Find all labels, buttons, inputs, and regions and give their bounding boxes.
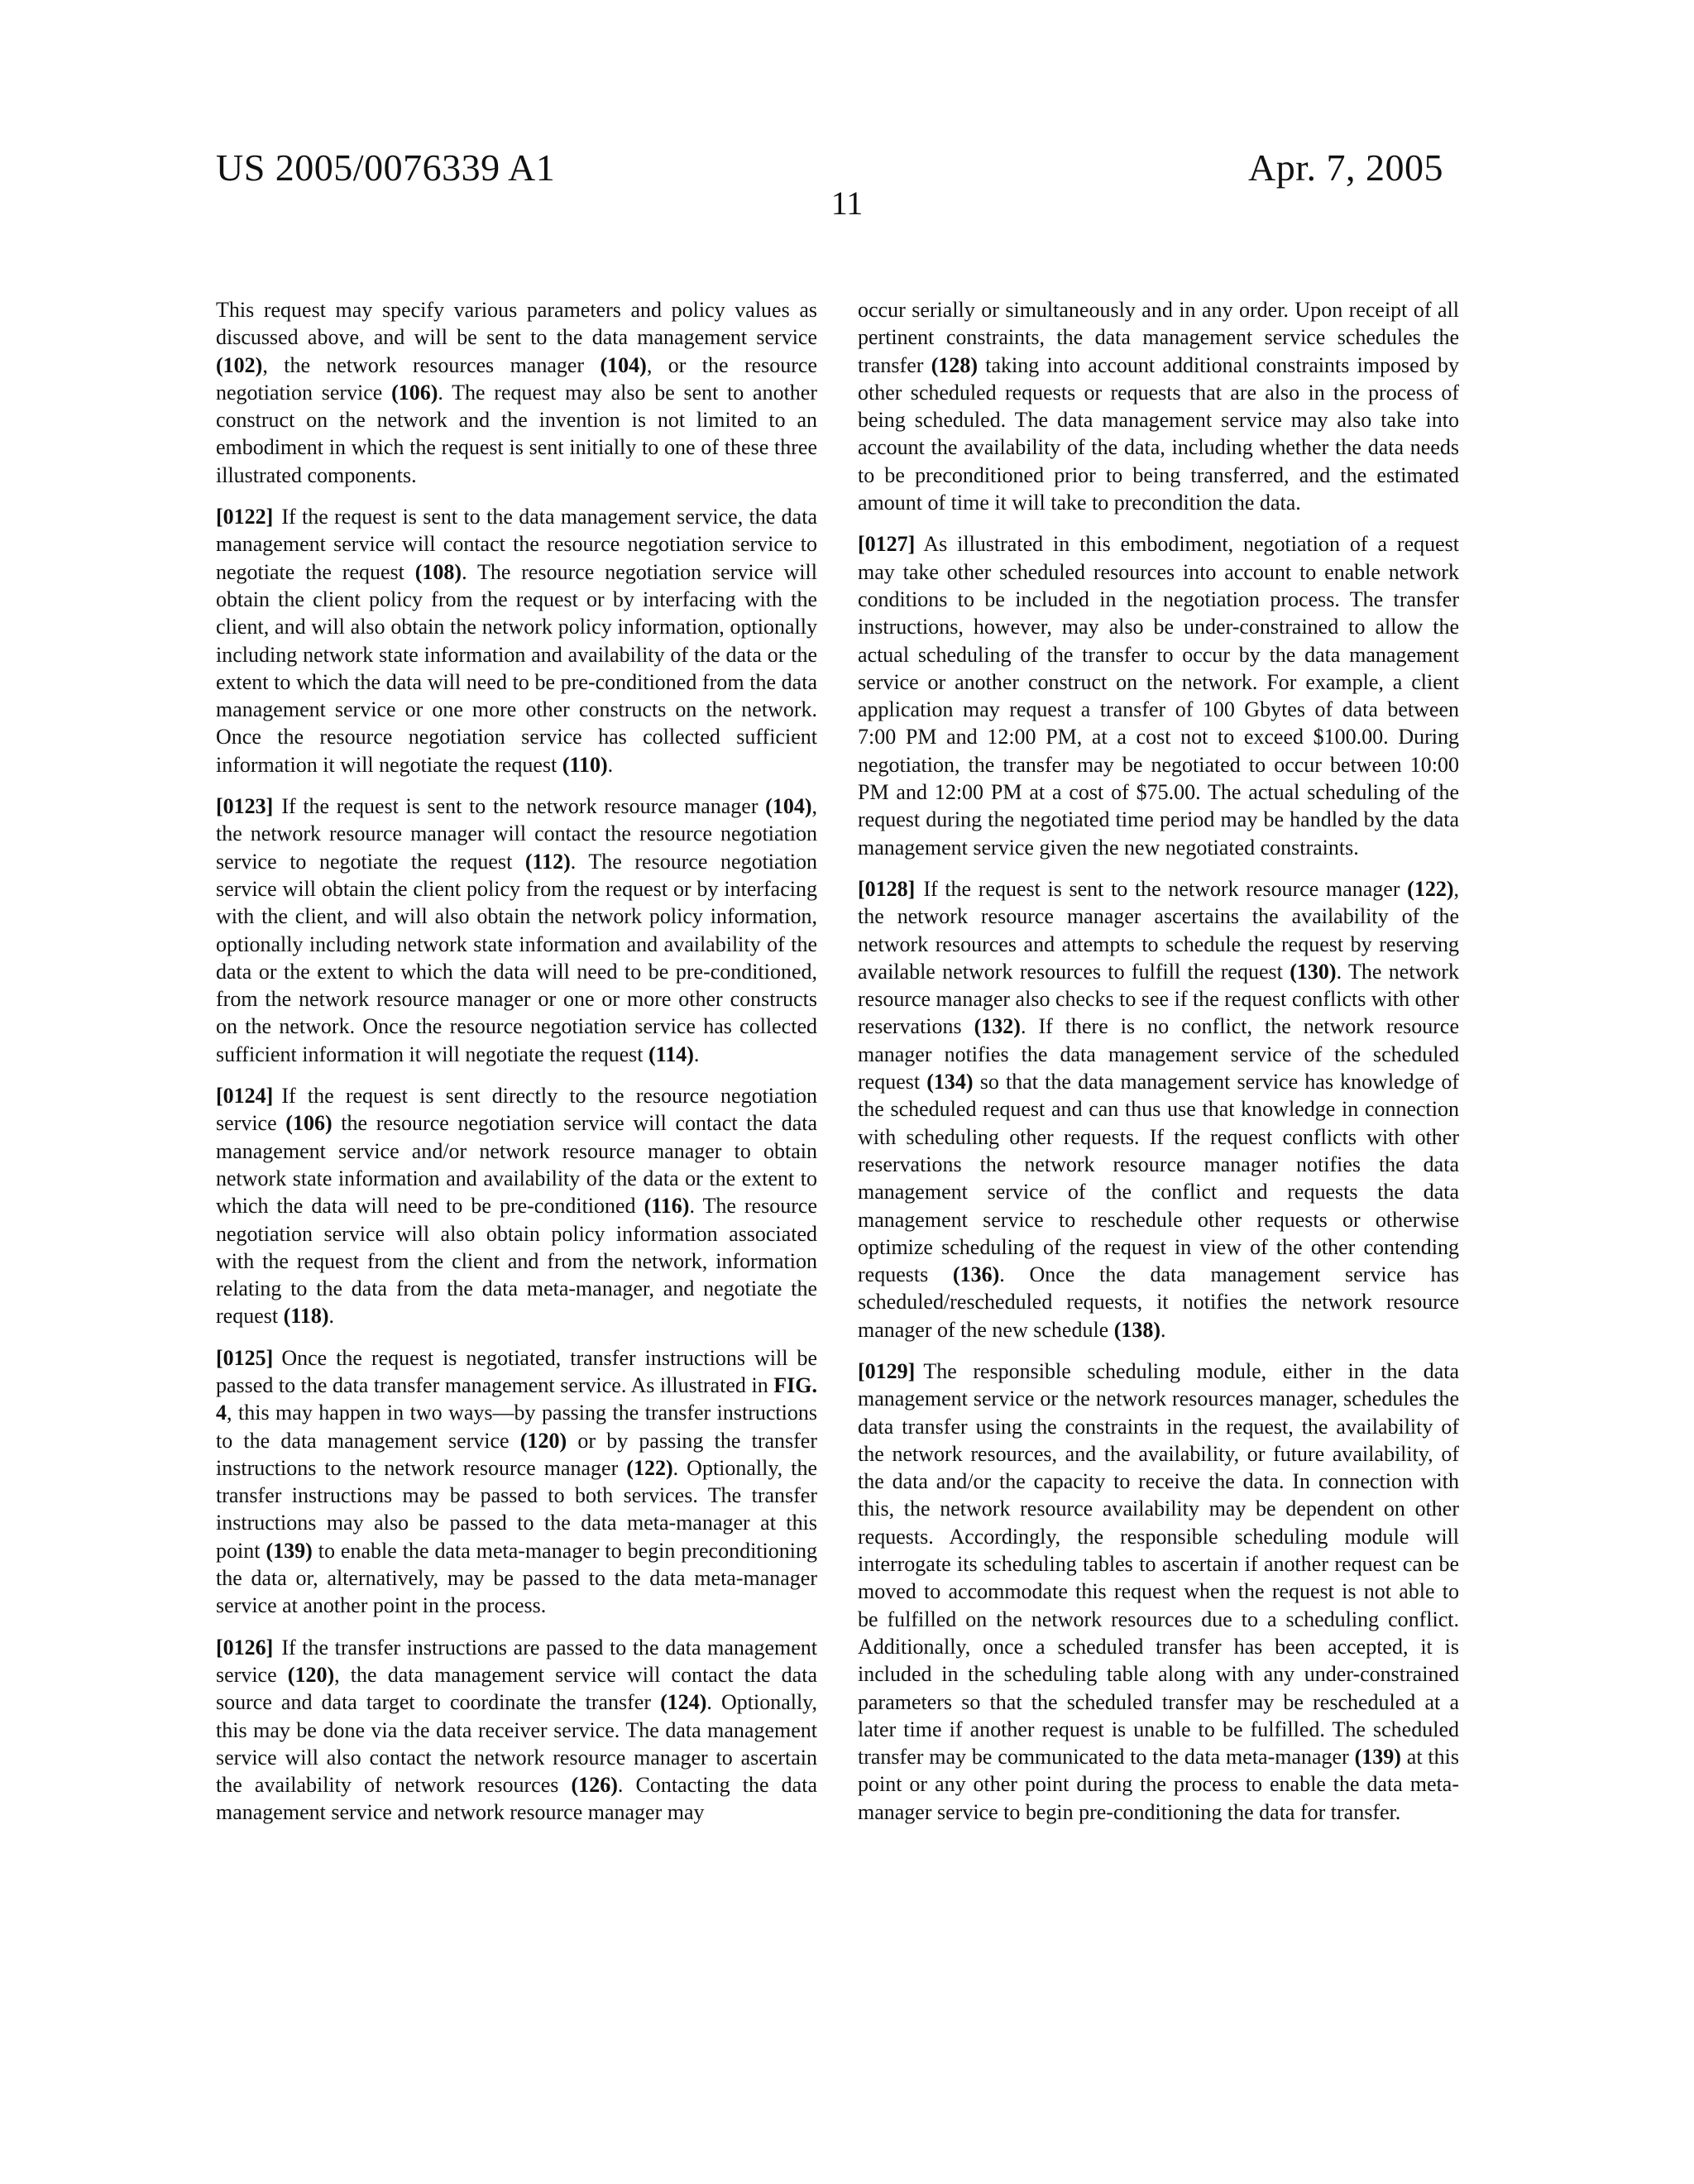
paragraph-text: As illustrated in this embodiment, negotiation of a request may take other scheduled resources into account to enable network conditions to be included in the negotiation process. The transfer instructions, however, may also be under-constrained to allow the actual scheduling of the transfer to occur by the data management service or another construct on the network. For example, a client application may request a transfer of 100 Gbytes of data between 7:00 PM and 12:00 PM, at a cost not to exceed $100.00. During negotiation, the transfer may be negotiated to occur between 10:00 PM and 12:00 PM at a cost of $75.00. The actual scheduling of the request during the negotiated time period may be handled by the data management service given the new negotiated constraints.	[858, 532, 1459, 860]
paragraph	[216, 503, 817, 778]
paragraph-text: If the transfer instructions are passed to the data management service (120), the data management service will contact the data source and data target to coordinate the transfer (124). Optionally, this may be done via the data receiver service. The data management service will also contact the network resource manager to ascertain the availability of network resources (126). Contacting the data management service and network resource manager may	[216, 1635, 817, 1825]
left-column	[216, 296, 817, 1841]
paragraph	[858, 1358, 1459, 1826]
paragraph-number: [0125]	[216, 1345, 274, 1370]
paragraph-text: If the request is sent directly to the resource negotiation service (106) the resource negotiation service will contact the data management service and/or network resource manager to obtain network state information and availability of the data or the extent to which the data will need to be pre-conditioned (116). The resource negotiation service will also obtain policy information associated with the request from the client and from the network, information relating to the data from the data meta-manager, and negotiate the request (118).	[216, 1084, 817, 1329]
paragraph-text: If the request is sent to the data management service, the data management service will contact the resource negotiation service to negotiate the request (108). The resource negotiation service will obtain the client policy from the request or by interfacing with the client, and will also obtain the network policy information, optionally including network state information and availability of the data or the extent to which the data will need to be pre-conditioned from the data management service or one more other constructs on the network. Once the resource negotiation service has collected sufficient information it will negotiate the request (110).	[216, 505, 817, 777]
paragraph	[216, 1344, 817, 1620]
publication-date: Apr. 7, 2005	[1248, 146, 1443, 189]
paragraph-text: The responsible scheduling module, either in the data management service or the network resources manager, schedules the data transfer using the constraints in the request, the availability of the network resources, and the availability, or future availability, of the data and/or the capacity to receive the data. In connection with this, the network resource availability may be dependent on other requests. Accordingly, the responsible scheduling module will interrogate its scheduling tables to ascertain if another request can be moved to accommodate this request when the request is not able to be fulfilled on the network resources due to a scheduling conflict. Additionally, once a scheduled transfer has been accepted, it is included in the scheduling table along with any under-constrained parameters so that the scheduled transfer may be rescheduled at a later time if another request is unable to be fulfilled. The scheduled transfer may be communicated to the data meta-manager (139) at this point or any other point during the process to enable the data meta-manager service to begin pre-conditioning the data for transfer.	[858, 1358, 1459, 1824]
page-number: 11	[830, 184, 864, 222]
paragraph-text: If the request is sent to the network resource manager (104), the network resource manager will contact the resource negotiation service to negotiate the request (112). The resource negotiation service will obtain the client policy from the request or by interfacing with the client, and will also obtain the network policy information, optionally including network state information and availability of the data or the extent to which the data will need to be pre-conditioned, from the network resource manager or one or more other constructs on the network. Once the resource negotiation service has collected sufficient information it will negotiate the request (114).	[216, 794, 818, 1066]
paragraph-number: [0129]	[858, 1358, 916, 1383]
paragraph	[858, 296, 1459, 516]
paragraph	[858, 875, 1459, 1343]
paragraph-text: This request may specify various parameters and policy values as discussed above, and will be sent to the data management service (102), the network resources manager (104), or the resource negotiation service (106). The request may also be sent to another construct on the network and the invention is not limited to an embodiment in which the request is sent initially to one of these three illustrated components.	[216, 298, 817, 487]
paragraph-text: Once the request is negotiated, transfer instructions will be passed to the data transfer management service. As illustrated in FIG. 4, this may happen in two ways—by passing the transfer instructions to the data management service (120) or by passing the transfer instructions to the network resource manager (122). Optionally, the transfer instructions may be passed to both services. The transfer instructions may also be passed to the data meta-manager at this point (139) to enable the data meta-manager to begin preconditioning the data or, alternatively, may be passed to the data meta-manager service at another point in the process.	[216, 1345, 817, 1618]
publication-number: US 2005/0076339 A1	[216, 146, 556, 189]
paragraph-number: [0122]	[216, 505, 274, 529]
paragraph-number: [0126]	[216, 1635, 274, 1660]
paragraph	[216, 793, 817, 1068]
paragraph-number: [0127]	[858, 532, 916, 557]
right-column	[858, 296, 1459, 1840]
paragraph-number: [0123]	[216, 794, 274, 819]
paragraph	[216, 1634, 817, 1827]
paragraph	[858, 530, 1459, 861]
paragraph	[216, 1082, 817, 1330]
paragraph-text: occur serially or simultaneously and in any order. Upon receipt of all pertinent constraints, the data management service schedules the transfer (128) taking into account additional constraints imposed by other scheduled requests or requests that are also in the process of being scheduled. The data management service may also take into account the availability of the data, including whether the data needs to be preconditioned prior to being transferred, and the estimated amount of time it will take to precondition the data.	[858, 298, 1459, 515]
paragraph-number: [0128]	[858, 876, 916, 901]
paragraph-text: If the request is sent to the network resource manager (122), the network resource manager ascertains the availability of the network resources and attempts to schedule the request by reserving available network resources to fulfill the request (130). The network resource manager also checks to see if the request conflicts with other reservations (132). If there is no conflict, the network resource manager notifies the data management service of the scheduled request (134) so that the data management service has knowledge of the scheduled request and can thus use that knowledge in connection with scheduling other requests. If the request conflicts with other reservations the network resource manager notifies the data management service of the conflict and requests the data management service to reschedule other requests or otherwise optimize scheduling of the request in view of the other contending requests (136). Once the data management service has scheduled/rescheduled requests, it notifies the network resource manager of the new schedule (138).	[858, 876, 1459, 1342]
paragraph	[216, 296, 817, 489]
paragraph-number: [0124]	[216, 1084, 274, 1109]
